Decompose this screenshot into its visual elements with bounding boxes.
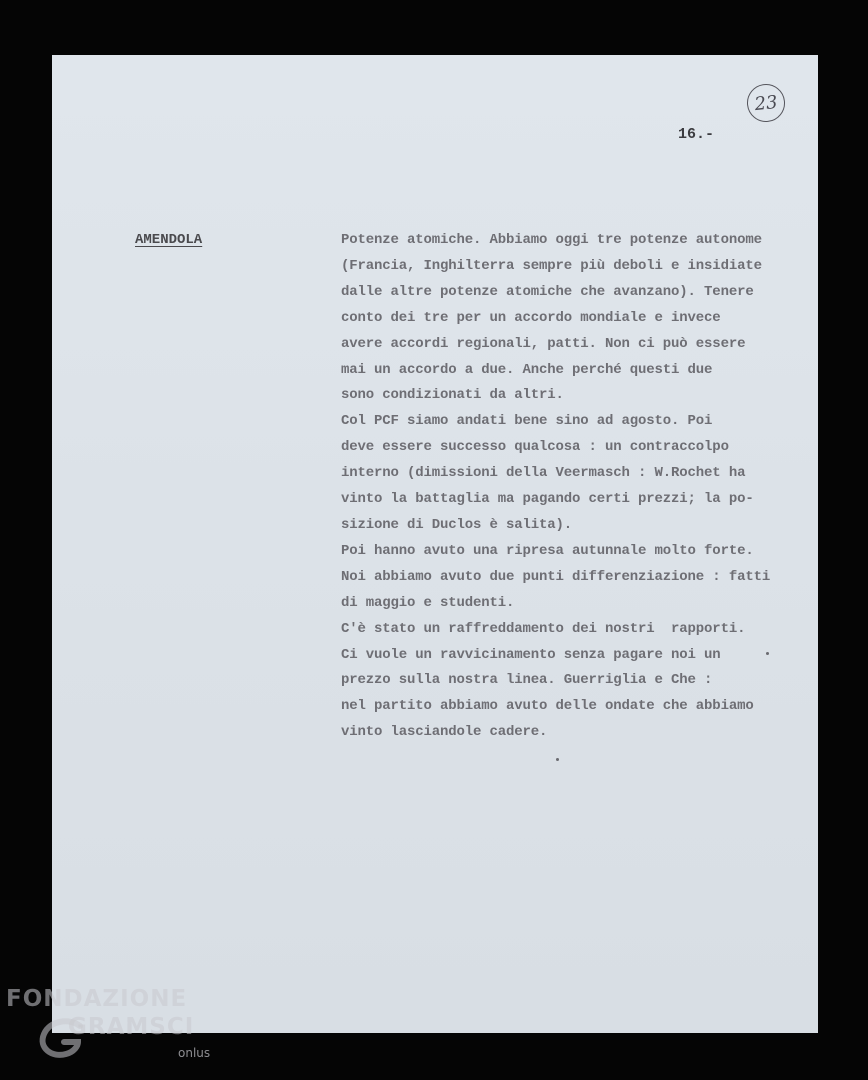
- text-line: Poi hanno avuto una ripresa autunnale molto forte.: [341, 542, 754, 559]
- page-number: 16.-: [678, 126, 715, 143]
- text-line: conto dei tre per un accordo mondiale e invece: [341, 309, 721, 326]
- ink-speck: [766, 652, 769, 655]
- watermark-line1: FONDAZIONE: [6, 986, 188, 1012]
- text-line: dalle altre potenze atomiche che avanzano). Tenere: [341, 283, 754, 300]
- text-line: di maggio e studenti.: [341, 594, 515, 611]
- text-line: vinto la battaglia ma pagando certi prezzi; la po-: [341, 491, 754, 508]
- text-line: interno (dimissioni della Veermasch : W.Rochet ha: [341, 465, 746, 482]
- text-line: Col PCF siamo andati bene sino ad agosto. Poi: [341, 413, 713, 430]
- text-line: (Francia, Inghilterra sempre più deboli e insidiate: [341, 257, 762, 274]
- watermark-line2: GRAMSCI: [68, 1014, 195, 1040]
- text-line: mai un accordo a due. Anche perché questi due: [341, 361, 713, 378]
- ink-speck: [556, 758, 559, 761]
- typewritten-text: [341, 228, 811, 746]
- text-line: nel partito abbiamo avuto delle ondate che abbiamo: [341, 698, 754, 715]
- text-line: Ci vuole un ravvicinamento senza pagare noi un: [341, 646, 721, 663]
- text-line: prezzo sulla nostra linea. Guerriglia e Che :: [341, 672, 713, 689]
- archive-stamp: 23: [745, 82, 787, 124]
- text-line: C'è stato un raffreddamento dei nostri rapporti.: [341, 620, 746, 637]
- text-line: deve essere successo qualcosa : un contraccolpo: [341, 439, 729, 456]
- text-line: sono condizionati da altri.: [341, 387, 564, 404]
- text-line: avere accordi regionali, patti. Non ci può essere: [341, 335, 746, 352]
- watermark-sub: onlus: [178, 1046, 211, 1060]
- fondazione-gramsci-watermark: [6, 986, 221, 1076]
- text-line: vinto lasciandole cadere.: [341, 724, 548, 741]
- text-line: Potenze atomiche. Abbiamo oggi tre potenze autonome: [341, 232, 762, 248]
- text-line: sizione di Duclos è salita).: [341, 516, 573, 533]
- speaker-name: AMENDOLA: [135, 232, 203, 248]
- text-line: Noi abbiamo avuto due punti differenziazione : fatti: [341, 568, 771, 585]
